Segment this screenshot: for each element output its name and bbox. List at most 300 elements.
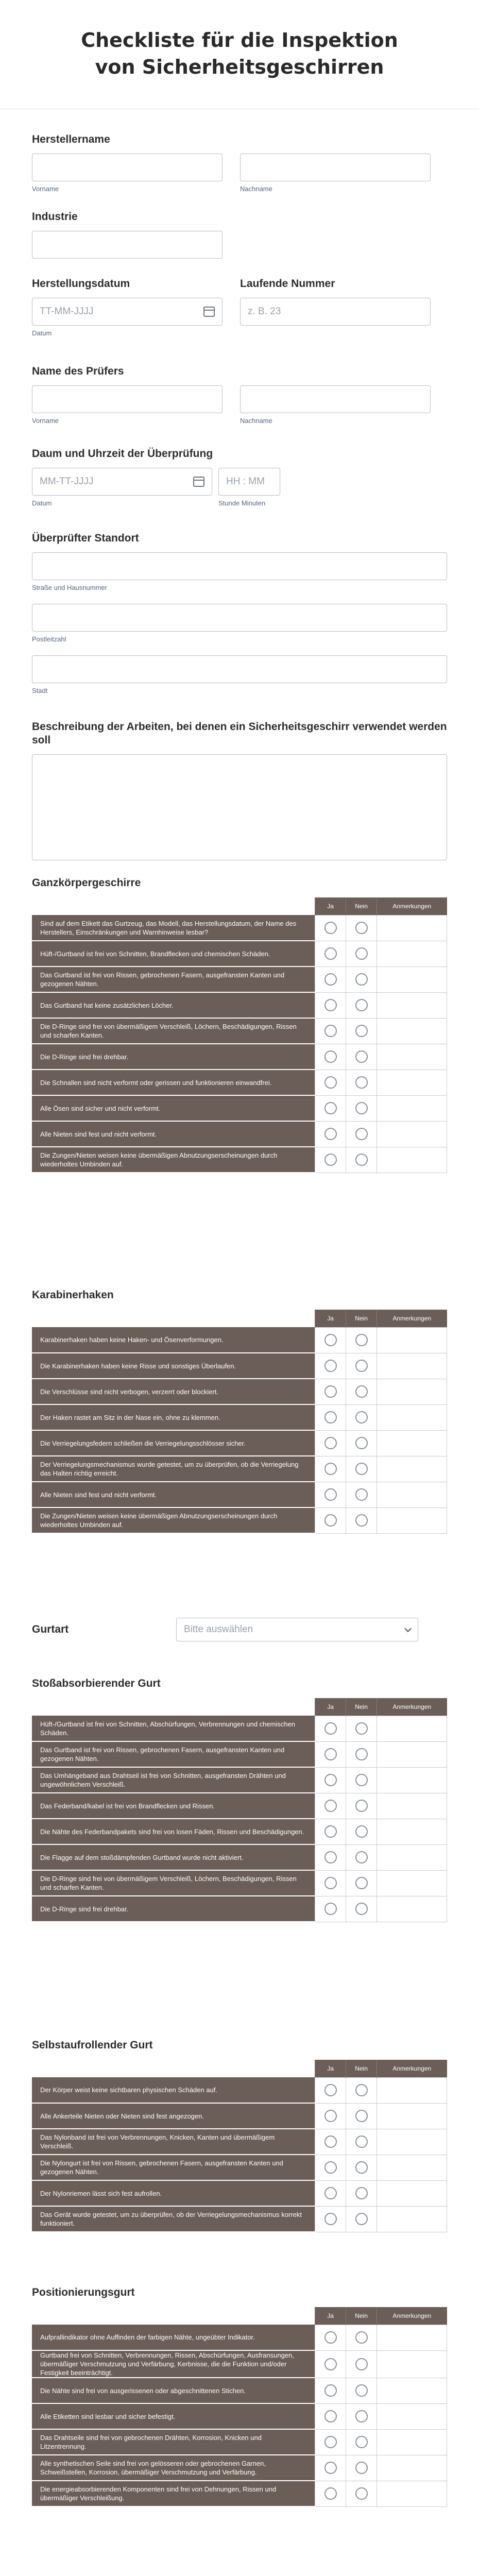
- inspection-date-placeholder: MM-TT-JJJJ: [40, 476, 94, 487]
- radio-no[interactable]: [355, 2410, 368, 2422]
- matrix-header-row: [32, 2060, 447, 2077]
- manufacturer-label: Herstellername: [32, 133, 110, 145]
- radio-no[interactable]: [355, 2161, 368, 2174]
- street-sublabel: Straße und Hausnummer: [32, 584, 107, 591]
- matrix-cell-no: [346, 2103, 377, 2129]
- matrix-notes-input[interactable]: [377, 1327, 447, 1353]
- self-retracting-title: Selbstaufrollender Gurt: [32, 2039, 153, 2051]
- matrix-question: Die D-Ringe sind frei von übermäßigem Verschleiß, Löchern, Beschädigungen, Rissen und scharfen Kanten.: [32, 1870, 315, 1896]
- radio-yes[interactable]: [324, 2187, 337, 2199]
- matrix-notes-input[interactable]: [377, 1507, 447, 1533]
- radio-no[interactable]: [355, 922, 368, 934]
- matrix-notes-input[interactable]: [377, 1793, 447, 1819]
- radio-no[interactable]: [355, 1825, 368, 1838]
- work-description-field: [32, 720, 447, 860]
- radio-yes[interactable]: [324, 1050, 337, 1063]
- matrix-question: Die Verschlüsse sind nicht verbogen, verzerrt oder blockiert.: [32, 1379, 315, 1404]
- matrix-row: [32, 1121, 447, 1147]
- radio-yes[interactable]: [324, 1514, 337, 1527]
- matrix-question: Aufprallindikator ohne Auffinden der farbigen Nähte, ungeübter Indikator.: [32, 2325, 315, 2350]
- matrix-cell-no: [346, 1018, 377, 1044]
- matrix-cell-no: [346, 2129, 377, 2155]
- radio-yes[interactable]: [324, 1360, 337, 1372]
- matrix-cell-yes: [315, 1716, 346, 1741]
- matrix-cell-yes: [315, 2325, 346, 2350]
- matrix-cell-yes: [315, 1070, 346, 1095]
- matrix-cell-no: [346, 1070, 377, 1095]
- city-sublabel: Stadt: [32, 687, 48, 694]
- matrix-col-yes: Ja: [315, 897, 346, 915]
- radio-yes[interactable]: [324, 2161, 337, 2174]
- serial-number-label: Laufende Nummer: [240, 278, 335, 290]
- matrix-notes-input[interactable]: [377, 2206, 447, 2232]
- matrix-col-notes: Anmerkungen: [377, 1698, 447, 1716]
- matrix-notes-input[interactable]: [377, 2403, 447, 2429]
- matrix-col-notes: Anmerkungen: [377, 1310, 447, 1327]
- radio-yes[interactable]: [324, 2462, 337, 2474]
- matrix-cell-no: [346, 2481, 377, 2506]
- matrix-col-notes: Anmerkungen: [377, 2060, 447, 2077]
- radio-no[interactable]: [355, 1488, 368, 1501]
- matrix-row: [32, 2325, 447, 2350]
- matrix-row: [32, 2129, 447, 2155]
- matrix-col-yes: Ja: [315, 1310, 346, 1327]
- radio-yes[interactable]: [324, 1128, 337, 1140]
- matrix-row: [32, 1095, 447, 1121]
- belt-type-select[interactable]: [176, 1618, 418, 1641]
- matrix-row: [32, 1070, 447, 1095]
- manufacturer-field: [32, 133, 447, 193]
- radio-yes[interactable]: [324, 2084, 337, 2096]
- matrix-header-blank: [32, 1698, 315, 1716]
- radio-yes[interactable]: [324, 1748, 337, 1760]
- radio-yes[interactable]: [324, 1903, 337, 1915]
- matrix-notes-input[interactable]: [377, 1044, 447, 1070]
- zip-sublabel: Postleitzahl: [32, 635, 66, 643]
- matrix-notes-input[interactable]: [377, 1716, 447, 1741]
- inspection-time-sublabel: Stunde Minuten: [218, 499, 266, 507]
- matrix-notes-input[interactable]: [377, 2155, 447, 2180]
- matrix-question: Die Nähte sind frei von ausgerissenen oder abgeschnittenen Stichen.: [32, 2378, 315, 2403]
- radio-no[interactable]: [355, 2213, 368, 2225]
- radio-yes[interactable]: [324, 1877, 337, 1889]
- matrix-row: [32, 1870, 447, 1896]
- matrix-header-row: [32, 1310, 447, 1327]
- radio-no[interactable]: [355, 2436, 368, 2448]
- matrix-cell-no: [346, 2350, 377, 2378]
- radio-no[interactable]: [355, 2110, 368, 2122]
- radio-no[interactable]: [355, 2384, 368, 2397]
- carabiners-matrix: [32, 1310, 447, 1534]
- manufacture-date-sublabel: Datum: [32, 329, 52, 337]
- matrix-cell-yes: [315, 1121, 346, 1147]
- radio-yes[interactable]: [324, 1800, 337, 1812]
- matrix-question: Die D-Ringe sind frei von übermäßigem Verschleiß, Löchern, Beschädigungen, Rissen und scharfen Kanten.: [32, 1018, 315, 1044]
- matrix-row: [32, 967, 447, 992]
- matrix-row: [32, 915, 447, 941]
- matrix-notes-input[interactable]: [377, 2429, 447, 2455]
- matrix-notes-input[interactable]: [377, 1404, 447, 1430]
- inspector-field: [32, 365, 447, 425]
- radio-no[interactable]: [355, 1800, 368, 1812]
- matrix-cell-yes: [315, 1404, 346, 1430]
- matrix-cell-no: [346, 1327, 377, 1353]
- matrix-cell-yes: [315, 1456, 346, 1482]
- manufacture-date-label: Herstellungsdatum: [32, 278, 130, 290]
- inspection-time-input[interactable]: [218, 468, 280, 496]
- radio-yes[interactable]: [324, 1102, 337, 1114]
- matrix-question: Der Haken rastet am Sitz in der Nase ein, ohne zu klemmen.: [32, 1404, 315, 1430]
- matrix-row: [32, 2155, 447, 2180]
- matrix-row: [32, 2103, 447, 2129]
- matrix-notes-input[interactable]: [377, 1896, 447, 1922]
- inspection-time-placeholder: HH : MM: [226, 476, 265, 487]
- matrix-notes-input[interactable]: [377, 1147, 447, 1173]
- matrix-question: Die Nähte des Federbandpakets sind frei von losen Fäden, Rissen und Beschädigungen.: [32, 1819, 315, 1844]
- matrix-question: Die D-Ringe sind frei drehbar.: [32, 1044, 315, 1070]
- matrix-row: [32, 2455, 447, 2481]
- matrix-notes-input[interactable]: [377, 941, 447, 967]
- radio-yes[interactable]: [324, 1334, 337, 1346]
- matrix-question: Karabinerhaken haben keine Haken- und Ösenverformungen.: [32, 1327, 315, 1353]
- date-serial-row: [32, 277, 447, 337]
- belt-type-placeholder: Bitte auswählen: [184, 1624, 253, 1635]
- matrix-notes-input[interactable]: [377, 1482, 447, 1507]
- matrix-notes-input[interactable]: [377, 1121, 447, 1147]
- work-description-label: Beschreibung der Arbeiten, bei denen ein Sicherheitsgeschirr verwendet werden soll: [32, 721, 447, 746]
- industry-field: [32, 210, 447, 259]
- matrix-question: Alle Nieten sind fest und nicht verformt.: [32, 1482, 315, 1507]
- radio-yes[interactable]: [324, 1851, 337, 1863]
- matrix-notes-input[interactable]: [377, 1070, 447, 1095]
- matrix-notes-input[interactable]: [377, 2325, 447, 2350]
- matrix-cell-yes: [315, 2378, 346, 2403]
- full-body-matrix: [32, 897, 447, 1173]
- full-body-title: Ganzkörpergeschirre: [32, 877, 141, 889]
- calendar-icon[interactable]: [203, 307, 215, 317]
- matrix-cell-no: [346, 1379, 377, 1404]
- matrix-cell-yes: [315, 967, 346, 992]
- matrix-notes-input[interactable]: [377, 2350, 447, 2378]
- radio-yes[interactable]: [324, 2136, 337, 2148]
- matrix-notes-input[interactable]: [377, 1767, 447, 1793]
- matrix-row: [32, 1430, 447, 1456]
- industry-input[interactable]: [32, 231, 223, 259]
- matrix-cell-no: [346, 1716, 377, 1741]
- matrix-cell-no: [346, 2155, 377, 2180]
- matrix-notes-input[interactable]: [377, 1379, 447, 1404]
- zip-input[interactable]: [32, 604, 447, 632]
- matrix-question: Alle Ösen sind sicher und nicht verformt.: [32, 1095, 315, 1121]
- matrix-question: Die Verriegelungsfedern schließen die Verriegelungsschlösser sicher.: [32, 1430, 315, 1456]
- radio-no[interactable]: [355, 1437, 368, 1449]
- radio-yes[interactable]: [324, 1463, 337, 1475]
- matrix-notes-input[interactable]: [377, 1456, 447, 1482]
- radio-yes[interactable]: [324, 1722, 337, 1735]
- radio-no[interactable]: [355, 2084, 368, 2096]
- radio-yes[interactable]: [324, 973, 337, 986]
- matrix-notes-input[interactable]: [377, 1741, 447, 1767]
- matrix-cell-no: [346, 1044, 377, 1070]
- matrix-cell-yes: [315, 1793, 346, 1819]
- radio-yes[interactable]: [324, 1025, 337, 1037]
- radio-no[interactable]: [355, 1154, 368, 1166]
- radio-no[interactable]: [355, 947, 368, 960]
- matrix-cell-no: [346, 2403, 377, 2429]
- radio-yes[interactable]: [324, 1437, 337, 1449]
- matrix-cell-yes: [315, 1482, 346, 1507]
- inspection-datetime-label: Daum und Uhrzeit der Überprüfung: [32, 448, 213, 460]
- matrix-notes-input[interactable]: [377, 1819, 447, 1844]
- matrix-row: [32, 1327, 447, 1353]
- manufacturer-first-input[interactable]: [32, 154, 223, 181]
- matrix-notes-input[interactable]: [377, 2481, 447, 2506]
- inspection-date-input[interactable]: [32, 468, 212, 496]
- matrix-header-row: [32, 2307, 447, 2325]
- radio-yes[interactable]: [324, 1076, 337, 1089]
- radio-yes[interactable]: [324, 922, 337, 934]
- matrix-notes-input[interactable]: [377, 2180, 447, 2206]
- radio-no[interactable]: [355, 2487, 368, 2500]
- matrix-cell-yes: [315, 1844, 346, 1870]
- matrix-cell-yes: [315, 2455, 346, 2481]
- matrix-cell-yes: [315, 1870, 346, 1896]
- radio-no[interactable]: [355, 1334, 368, 1346]
- inspector-label: Name des Prüfers: [32, 365, 124, 377]
- matrix-cell-yes: [315, 1095, 346, 1121]
- matrix-row: [32, 1044, 447, 1070]
- radio-no[interactable]: [355, 2462, 368, 2474]
- radio-yes[interactable]: [324, 2110, 337, 2122]
- radio-yes[interactable]: [324, 1825, 337, 1838]
- matrix-cell-no: [346, 1896, 377, 1922]
- radio-yes[interactable]: [324, 1411, 337, 1423]
- radio-yes[interactable]: [324, 2213, 337, 2225]
- matrix-col-no: Nein: [346, 1698, 377, 1716]
- matrix-row: [32, 2378, 447, 2403]
- radio-no[interactable]: [355, 973, 368, 986]
- matrix-notes-input[interactable]: [377, 1430, 447, 1456]
- radio-yes[interactable]: [324, 999, 337, 1011]
- matrix-row: [32, 1896, 447, 1922]
- belt-type-label: Gurtart: [32, 1623, 69, 1635]
- radio-no[interactable]: [355, 1748, 368, 1760]
- serial-number-placeholder: z. B. 23: [248, 306, 281, 317]
- radio-no[interactable]: [355, 1411, 368, 1423]
- matrix-question: Alle Ankerteile Nieten oder Nieten sind fest angezogen.: [32, 2103, 315, 2129]
- matrix-row: [32, 941, 447, 967]
- matrix-notes-input[interactable]: [377, 1870, 447, 1896]
- matrix-row: [32, 1379, 447, 1404]
- matrix-question: Die Karabinerhaken haben keine Risse und sonstiges Überlaufen.: [32, 1353, 315, 1379]
- inspector-last-input[interactable]: [240, 385, 431, 413]
- matrix-col-yes: Ja: [315, 1698, 346, 1716]
- matrix-cell-no: [346, 2429, 377, 2455]
- radio-no[interactable]: [355, 1903, 368, 1915]
- matrix-notes-input[interactable]: [377, 1844, 447, 1870]
- radio-yes[interactable]: [324, 1385, 337, 1398]
- matrix-question: Der Verriegelungsmechanismus wurde getestet, um zu überprüfen, ob die Verriegelung das Halten richtig erreicht.: [32, 1456, 315, 1482]
- matrix-row: [32, 1716, 447, 1741]
- city-input[interactable]: [32, 655, 447, 683]
- matrix-cell-no: [346, 2455, 377, 2481]
- matrix-notes-input[interactable]: [377, 915, 447, 941]
- radio-yes[interactable]: [324, 1774, 337, 1786]
- radio-yes[interactable]: [324, 2436, 337, 2448]
- matrix-header-blank: [32, 2060, 315, 2077]
- matrix-row: [32, 1482, 447, 1507]
- radio-yes[interactable]: [324, 2384, 337, 2397]
- manufacturer-last-sublabel: Nachname: [240, 185, 272, 193]
- matrix-col-no: Nein: [346, 2060, 377, 2077]
- radio-no[interactable]: [355, 1514, 368, 1527]
- matrix-row: [32, 1819, 447, 1844]
- matrix-row: [32, 1793, 447, 1819]
- radio-no[interactable]: [355, 999, 368, 1011]
- form-header: [0, 0, 479, 109]
- radio-no[interactable]: [355, 1102, 368, 1114]
- matrix-cell-yes: [315, 2155, 346, 2180]
- matrix-cell-yes: [315, 1327, 346, 1353]
- matrix-cell-no: [346, 1147, 377, 1173]
- calendar-icon[interactable]: [193, 477, 204, 487]
- matrix-notes-input[interactable]: [377, 2129, 447, 2155]
- matrix-cell-no: [346, 1353, 377, 1379]
- matrix-notes-input[interactable]: [377, 2103, 447, 2129]
- matrix-cell-yes: [315, 2103, 346, 2129]
- matrix-question: Hüft-/Gurtband ist frei von Schnitten, Abschürfungen, Verbrennungen und chemischen Schäden.: [32, 1716, 315, 1741]
- carabiners-title: Karabinerhaken: [32, 1289, 114, 1301]
- matrix-question: Das Gerät wurde getestet, um zu überprüfen, ob der Verriegelungsmechanismus korrekt funktioniert.: [32, 2206, 315, 2232]
- manufacturer-last-input[interactable]: [240, 154, 431, 181]
- radio-no[interactable]: [355, 1774, 368, 1786]
- radio-no[interactable]: [355, 1722, 368, 1735]
- radio-no[interactable]: [355, 2187, 368, 2199]
- radio-no[interactable]: [355, 1076, 368, 1089]
- radio-no[interactable]: [355, 1128, 368, 1140]
- matrix-col-notes: Anmerkungen: [377, 897, 447, 915]
- radio-yes[interactable]: [324, 2410, 337, 2422]
- matrix-cell-no: [346, 1741, 377, 1767]
- matrix-question: Die Zungen/Nieten weisen keine übermäßigen Abnutzungserscheinungen durch wiederholtes Umbinden auf.: [32, 1147, 315, 1173]
- radio-yes[interactable]: [324, 2331, 337, 2344]
- matrix-row: [32, 1147, 447, 1173]
- matrix-notes-input[interactable]: [377, 2455, 447, 2481]
- matrix-question: Der Nylonriemen lässt sich fest aufrollen.: [32, 2180, 315, 2206]
- radio-no[interactable]: [355, 1385, 368, 1398]
- matrix-cell-no: [346, 1456, 377, 1482]
- matrix-cell-no: [346, 1793, 377, 1819]
- matrix-notes-input[interactable]: [377, 967, 447, 992]
- manufacture-date-placeholder: TT-MM-JJJJ: [40, 306, 94, 317]
- radio-no[interactable]: [355, 2136, 368, 2148]
- matrix-question: Alle Etiketten sind lesbar und sicher befestigt.: [32, 2403, 315, 2429]
- radio-yes[interactable]: [324, 1488, 337, 1501]
- industry-label: Industrie: [32, 211, 78, 223]
- matrix-cell-yes: [315, 2350, 346, 2378]
- work-description-textarea[interactable]: [32, 754, 447, 860]
- matrix-cell-yes: [315, 2481, 346, 2506]
- matrix-notes-input[interactable]: [377, 2077, 447, 2103]
- serial-number-input[interactable]: [240, 298, 431, 326]
- matrix-cell-no: [346, 992, 377, 1018]
- matrix-cell-no: [346, 2378, 377, 2403]
- matrix-cell-yes: [315, 2403, 346, 2429]
- matrix-header-row: [32, 897, 447, 915]
- radio-no[interactable]: [355, 1463, 368, 1475]
- radio-yes[interactable]: [324, 2487, 337, 2500]
- matrix-question: Die energieabsorbierenden Komponenten sind frei von Dehnungen, Rissen und übermäßiger Verschleißung.: [32, 2481, 315, 2506]
- matrix-row: [32, 1844, 447, 1870]
- matrix-cell-no: [346, 2206, 377, 2232]
- matrix-cell-yes: [315, 2206, 346, 2232]
- matrix-question: Das Umhängeband aus Drahtseil ist frei von Schnitten, ausgefransten Drähten und ungewöhnlichem Verschleiß.: [32, 1767, 315, 1793]
- matrix-col-no: Nein: [346, 1310, 377, 1327]
- radio-yes[interactable]: [324, 2358, 337, 2370]
- radio-yes[interactable]: [324, 1154, 337, 1166]
- positioning-title: Positionierungsgurt: [32, 2286, 135, 2298]
- matrix-cell-no: [346, 2325, 377, 2350]
- matrix-cell-no: [346, 1482, 377, 1507]
- radio-no[interactable]: [355, 2331, 368, 2344]
- radio-no[interactable]: [355, 1025, 368, 1037]
- manufacture-date-input[interactable]: [32, 298, 223, 326]
- belt-type-field: [32, 1618, 447, 1641]
- matrix-notes-input[interactable]: [377, 992, 447, 1018]
- matrix-row: [32, 1353, 447, 1379]
- matrix-question: Alle Nieten sind fest und nicht verformt.: [32, 1121, 315, 1147]
- matrix-question: Die Zungen/Nieten weisen keine übermäßigen Abnutzungserscheinungen durch wiederholtes Umbinden auf.: [32, 1507, 315, 1533]
- inspector-first-input[interactable]: [32, 385, 223, 413]
- chevron-down-icon: [404, 1624, 412, 1632]
- matrix-row: [32, 1456, 447, 1482]
- radio-no[interactable]: [355, 1360, 368, 1372]
- radio-no[interactable]: [355, 1851, 368, 1863]
- matrix-question: Die D-Ringe sind frei drehbar.: [32, 1896, 315, 1922]
- matrix-notes-input[interactable]: [377, 1018, 447, 1044]
- matrix-row: [32, 2206, 447, 2232]
- matrix-notes-input[interactable]: [377, 1095, 447, 1121]
- matrix-cell-yes: [315, 1018, 346, 1044]
- street-input[interactable]: [32, 552, 447, 580]
- radio-no[interactable]: [355, 2358, 368, 2370]
- matrix-notes-input[interactable]: [377, 2378, 447, 2403]
- radio-no[interactable]: [355, 1050, 368, 1063]
- matrix-question: Das Federband/kabel ist frei von Brandflecken und Rissen.: [32, 1793, 315, 1819]
- matrix-cell-yes: [315, 1819, 346, 1844]
- matrix-cell-yes: [315, 1507, 346, 1533]
- matrix-question: Das Gurtband hat keine zusätzlichen Löcher.: [32, 992, 315, 1018]
- matrix-cell-yes: [315, 1379, 346, 1404]
- matrix-cell-yes: [315, 941, 346, 967]
- matrix-notes-input[interactable]: [377, 1353, 447, 1379]
- matrix-cell-no: [346, 1095, 377, 1121]
- matrix-cell-no: [346, 1507, 377, 1533]
- matrix-cell-yes: [315, 915, 346, 941]
- radio-no[interactable]: [355, 1877, 368, 1889]
- matrix-cell-no: [346, 1844, 377, 1870]
- matrix-cell-no: [346, 915, 377, 941]
- radio-yes[interactable]: [324, 947, 337, 960]
- matrix-row: [32, 1767, 447, 1793]
- matrix-question: Alle synthetischen Seile sind frei von gelösseren oder gebrochenen Garnen, Schweißstellen, Korrosion, übermäßiger Verschmutzung und Verfärbung.: [32, 2455, 315, 2481]
- form-title: Checkliste für die Inspektion von Sicherheitsgeschirren: [81, 29, 398, 78]
- matrix-cell-no: [346, 2077, 377, 2103]
- matrix-cell-yes: [315, 1767, 346, 1793]
- matrix-row: [32, 2180, 447, 2206]
- matrix-cell-no: [346, 1121, 377, 1147]
- matrix-question: Der Körper weist keine sichtbaren physischen Schäden auf.: [32, 2077, 315, 2103]
